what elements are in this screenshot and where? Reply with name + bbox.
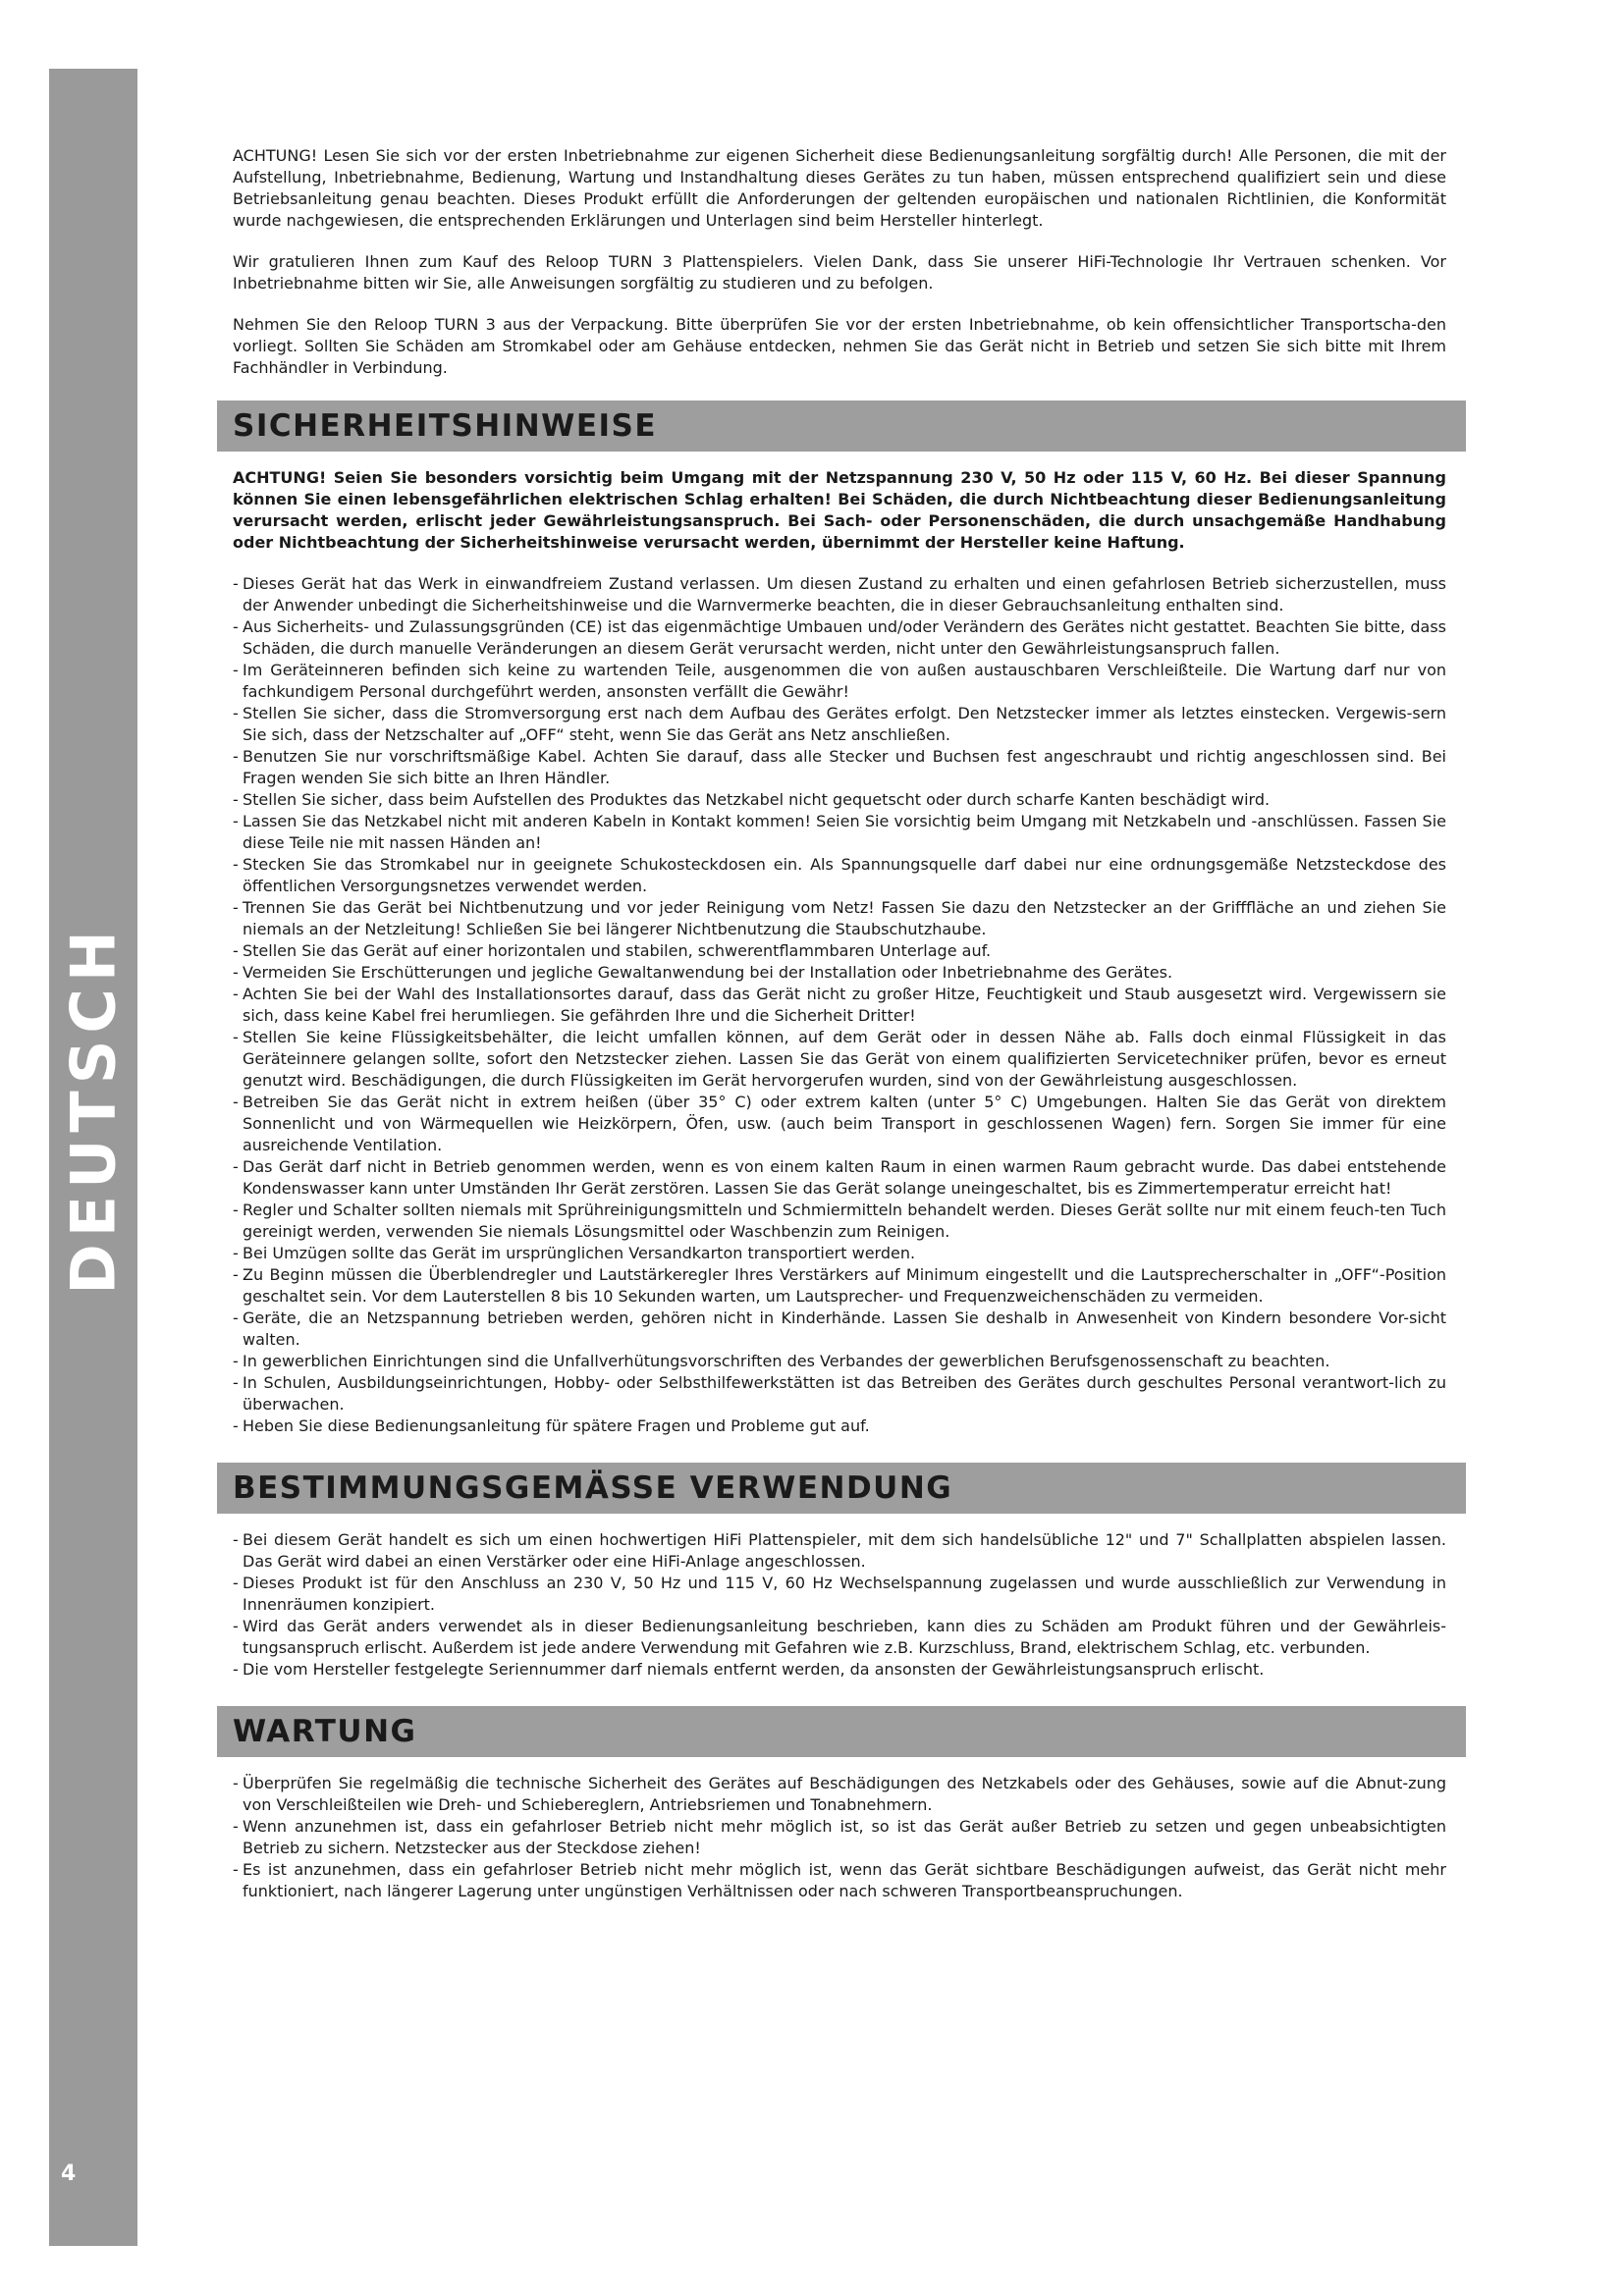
list-item: - Im Geräteinneren befinden sich keine zu wartenden Teile, ausgenommen die von außen austauschbaren Verschleißteile. Die Wartung darf nur von fachkundigem Personal durchgeführt werden, ansonsten verfällt die Gewähr! bbox=[233, 660, 1446, 703]
list-item: - Vermeiden Sie Erschütterungen und jegliche Gewaltanwendung bei der Installation oder Inbetriebnahme des Gerätes. bbox=[233, 962, 1446, 984]
safety-list bbox=[233, 573, 1446, 1437]
list-item: - Regler und Schalter sollten niemals mit Sprühreinigungsmitteln und Schmiermitteln behandelt werden. Dieses Gerät sollte nur mit einem feuch-ten Tuch gereinigt werden, verwenden Sie niemals Lösungsmittel oder Waschbenzin zum Reinigen. bbox=[233, 1200, 1446, 1243]
page-content bbox=[233, 145, 1446, 1902]
section-header-safety: SICHERHEITSHINWEISE bbox=[217, 400, 1466, 452]
safety-warning: ACHTUNG! Seien Sie besonders vorsichtig beim Umgang mit der Netzspannung 230 V, 50 Hz oder 115 V, 60 Hz. Bei dieser Spannung können Sie einen lebensgefährlichen elektrischen Schlag erhalten! Bei Schäden, die durch Nichtbeachtung dieser Bedienungsanleitung verursacht werden, erlischt jeder Gewährleistungsanspruch. Bei Sach- oder Personenschäden, die durch unsachgemäße Handhabung oder Nichtbeachtung der Sicherheitshinweise verursacht werden, übernimmt der Hersteller keine Haftung. bbox=[233, 468, 1446, 552]
list-item: - Benutzen Sie nur vorschriftsmäßige Kabel. Achten Sie darauf, dass alle Stecker und Buchsen fest angeschraubt und richtig angeschlossen sind. Bei Fragen wenden Sie sich bitte an Ihren Händler. bbox=[233, 746, 1446, 789]
list-item: - Zu Beginn müssen die Überblendregler und Lautstärkeregler Ihres Verstärkers auf Minimum eingestellt und die Lautsprecherschalter in „OFF“-Position geschaltet sein. Vor dem Lauterstellen 8 bis 10 Sekunden warten, um Lautsprecher- und Frequenzweichenschäden zu vermeiden. bbox=[233, 1264, 1446, 1308]
language-label: DEUTSCH bbox=[57, 924, 130, 1295]
list-item: - Dieses Produkt ist für den Anschluss an 230 V, 50 Hz und 115 V, 60 Hz Wechselspannung zugelassen und wurde ausschließlich zur Verwendung in Innenräumen konzipiert. bbox=[233, 1573, 1446, 1616]
list-item: - In Schulen, Ausbildungseinrichtungen, Hobby- oder Selbsthilfewerkstätten ist das Betreiben des Gerätes durch geschultes Personal verantwort-lich zu überwachen. bbox=[233, 1372, 1446, 1415]
list-item: - Überprüfen Sie regelmäßig die technische Sicherheit des Gerätes auf Beschädigungen des Netzkabels oder des Gehäuses, sowie auf die Abnut-zung von Verschleißteilen wie Dreh- und Schiebereglern, Antriebsriemen und Tonabnehmern. bbox=[233, 1773, 1446, 1816]
list-item: - Heben Sie diese Bedienungsanleitung für spätere Fragen und Probleme gut auf. bbox=[233, 1415, 1446, 1437]
list-item: - Bei diesem Gerät handelt es sich um einen hochwertigen HiFi Plattenspieler, mit dem sich handelsübliche 12" und 7" Schallplatten abspielen lassen. Das Gerät wird dabei an einen Verstärker oder eine HiFi-Anlage angeschlossen. bbox=[233, 1529, 1446, 1573]
list-item: - Es ist anzunehmen, dass ein gefahrloser Betrieb nicht mehr möglich ist, wenn das Gerät sichtbare Beschädigungen aufweist, das Gerät nicht mehr funktioniert, nach längerer Lagerung unter ungünstigen Verhältnissen oder nach schweren Transportbeanspruchungen. bbox=[233, 1859, 1446, 1902]
list-item: - Betreiben Sie das Gerät nicht in extrem heißen (über 35° C) oder extrem kalten (unter 5° C) Umgebungen. Halten Sie das Gerät von direktem Sonnenlicht und von Wärmequellen wie Heizkörpern, Öfen, usw. (auch beim Transport in geschlossenen Wagen) fern. Sorgen Sie immer für eine ausreichende Ventilation. bbox=[233, 1092, 1446, 1156]
list-item: - Stellen Sie sicher, dass beim Aufstellen des Produktes das Netzkabel nicht gequetscht oder durch scharfe Kanten beschädigt wird. bbox=[233, 789, 1446, 811]
list-item: - Aus Sicherheits- und Zulassungsgründen (CE) ist das eigenmächtige Umbauen und/oder Verändern des Gerätes nicht gestattet. Beachten Sie bitte, dass Schäden, die durch manuelle Veränderungen an diesem Gerät verursacht werden, nicht unter den Gewährleistungsanspruch fallen. bbox=[233, 616, 1446, 660]
list-item: - Stellen Sie keine Flüssigkeitsbehälter, die leicht umfallen können, auf dem Gerät oder in dessen Nähe ab. Falls doch einmal Flüssigkeit in das Geräteinnere gelangen sollte, sofort den Netzstecker ziehen. Lassen Sie das Gerät von einem qualifizierten Servicetechniker prüfen, bevor es erneut genutzt wird. Beschädigungen, die durch Flüssigkeiten im Gerät hervorgerufen wurden, sind von der Gewährleistung ausgeschlossen. bbox=[233, 1027, 1446, 1092]
list-item: - Wird das Gerät anders verwendet als in dieser Bedienungsanleitung beschrieben, kann dies zu Schäden am Produkt führen und der Gewährleis-tungsanspruch erlischt. Außerdem ist jede andere Verwendung mit Gefahren wie z.B. Kurzschluss, Brand, elektrischem Schlag, etc. verbunden. bbox=[233, 1616, 1446, 1659]
list-item: - Stellen Sie das Gerät auf einer horizontalen und stabilen, schwerentflammbaren Unterlage auf. bbox=[233, 940, 1446, 962]
section-header-usage: BESTIMMUNGSGEMÄSSE VERWENDUNG bbox=[217, 1463, 1466, 1514]
page-number: 4 bbox=[61, 2162, 77, 2186]
list-item: - Stellen Sie sicher, dass die Stromversorgung erst nach dem Aufbau des Gerätes erfolgt. Den Netzstecker immer als letztes einstecken. Vergewis-sern Sie sich, dass der Netzschalter auf „OFF“ steht, wenn Sie das Gerät ans Netz anschließen. bbox=[233, 703, 1446, 746]
usage-list bbox=[233, 1529, 1446, 1681]
intro-section bbox=[233, 145, 1446, 379]
list-item: - Stecken Sie das Stromkabel nur in geeignete Schukosteckdosen ein. Als Spannungsquelle darf dabei nur eine ordnungsgemäße Netzsteckdose des öffentlichen Versorgungsnetzes verwendet werden. bbox=[233, 854, 1446, 897]
section-spacer bbox=[233, 1437, 1446, 1459]
list-item: - Dieses Gerät hat das Werk in einwandfreiem Zustand verlassen. Um diesen Zustand zu erhalten und einen gefahrlosen Betrieb sicherzustellen, muss der Anwender unbedingt die Sicherheitshinweise und die Warnvermerke beachten, die in dieser Gebrauchsanleitung enthalten sind. bbox=[233, 573, 1446, 616]
section-header-maintenance: WARTUNG bbox=[217, 1706, 1466, 1757]
list-item: - Wenn anzunehmen ist, dass ein gefahrloser Betrieb nicht mehr möglich ist, so ist das Gerät außer Betrieb zu setzen und gegen unbeabsichtigten Betrieb zu sichern. Netzstecker aus der Steckdose ziehen! bbox=[233, 1816, 1446, 1859]
section-spacer bbox=[233, 1681, 1446, 1702]
list-item: - Achten Sie bei der Wahl des Installationsortes darauf, dass das Gerät nicht zu großer Hitze, Feuchtigkeit und Staub ausgesetzt wird. Vergewissern sie sich, dass keine Kabel frei herumliegen. Sie gefährden Ihre und die Sicherheit Dritter! bbox=[233, 984, 1446, 1027]
intro-paragraph: Nehmen Sie den Reloop TURN 3 aus der Verpackung. Bitte überprüfen Sie vor der ersten Inbetriebnahme, ob kein offensichtlicher Transportscha-den vorliegt. Sollten Sie Schäden am Stromkabel oder am Gehäuse entdecken, nehmen Sie das Gerät nicht in Betrieb und setzen Sie sich bitte mit Ihrem Fachhändler in Verbindung. bbox=[233, 315, 1446, 377]
list-item: - Lassen Sie das Netzkabel nicht mit anderen Kabeln in Kontakt kommen! Seien Sie vorsichtig beim Umgang mit Netzkabeln und -anschlüssen. Fassen Sie diese Teile nie mit nassen Händen an! bbox=[233, 811, 1446, 854]
maintenance-list bbox=[233, 1773, 1446, 1902]
intro-paragraph: Wir gratulieren Ihnen zum Kauf des Reloop TURN 3 Plattenspielers. Vielen Dank, dass Sie unserer HiFi-Technologie Ihr Vertrauen schenken. Vor Inbetriebnahme bitten wir Sie, alle Anweisungen sorgfältig zu studieren und zu befolgen. bbox=[233, 252, 1446, 293]
list-item: - Trennen Sie das Gerät bei Nichtbenutzung und vor jeder Reinigung vom Netz! Fassen Sie dazu den Netzstecker an der Grifffläche an und ziehen Sie niemals an der Netzleitung! Schließen Sie bei längerer Nichtbenutzung die Staubschutzhaube. bbox=[233, 897, 1446, 940]
intro-paragraph: ACHTUNG! Lesen Sie sich vor der ersten Inbetriebnahme zur eigenen Sicherheit diese Bedienungsanleitung sorgfältig durch! Alle Personen, die mit der Aufstellung, Inbetriebnahme, Bedienung, Wartung und Instandhaltung dieses Gerätes zu tun haben, müssen entsprechend qualifiziert sein und diese Betriebsanleitung genau beachten. Dieses Produkt erfüllt die Anforderungen der geltenden europäischen und nationalen Richtlinien, die Konformität wurde nachgewiesen, die entsprechenden Erklärungen und Unterlagen sind beim Hersteller hinterlegt. bbox=[233, 146, 1446, 230]
list-item: - Das Gerät darf nicht in Betrieb genommen werden, wenn es von einem kalten Raum in einen warmen Raum gebracht wurde. Das dabei entstehende Kondenswasser kann unter Umständen Ihr Gerät zerstören. Lassen Sie das Gerät solange uneingeschaltet, bis es Zimmertemperatur erreicht hat! bbox=[233, 1156, 1446, 1200]
list-item: - Bei Umzügen sollte das Gerät im ursprünglichen Versandkarton transportiert werden. bbox=[233, 1243, 1446, 1264]
list-item: - In gewerblichen Einrichtungen sind die Unfallverhütungsvorschriften des Verbandes der gewerblichen Berufsgenossenschaft zu beachten. bbox=[233, 1351, 1446, 1372]
list-item: - Geräte, die an Netzspannung betrieben werden, gehören nicht in Kinderhände. Lassen Sie deshalb in Anwesenheit von Kindern besondere Vor-sicht walten. bbox=[233, 1308, 1446, 1351]
list-item: - Die vom Hersteller festgelegte Seriennummer darf niemals entfernt werden, da ansonsten der Gewährleistungsanspruch erlischt. bbox=[233, 1659, 1446, 1681]
